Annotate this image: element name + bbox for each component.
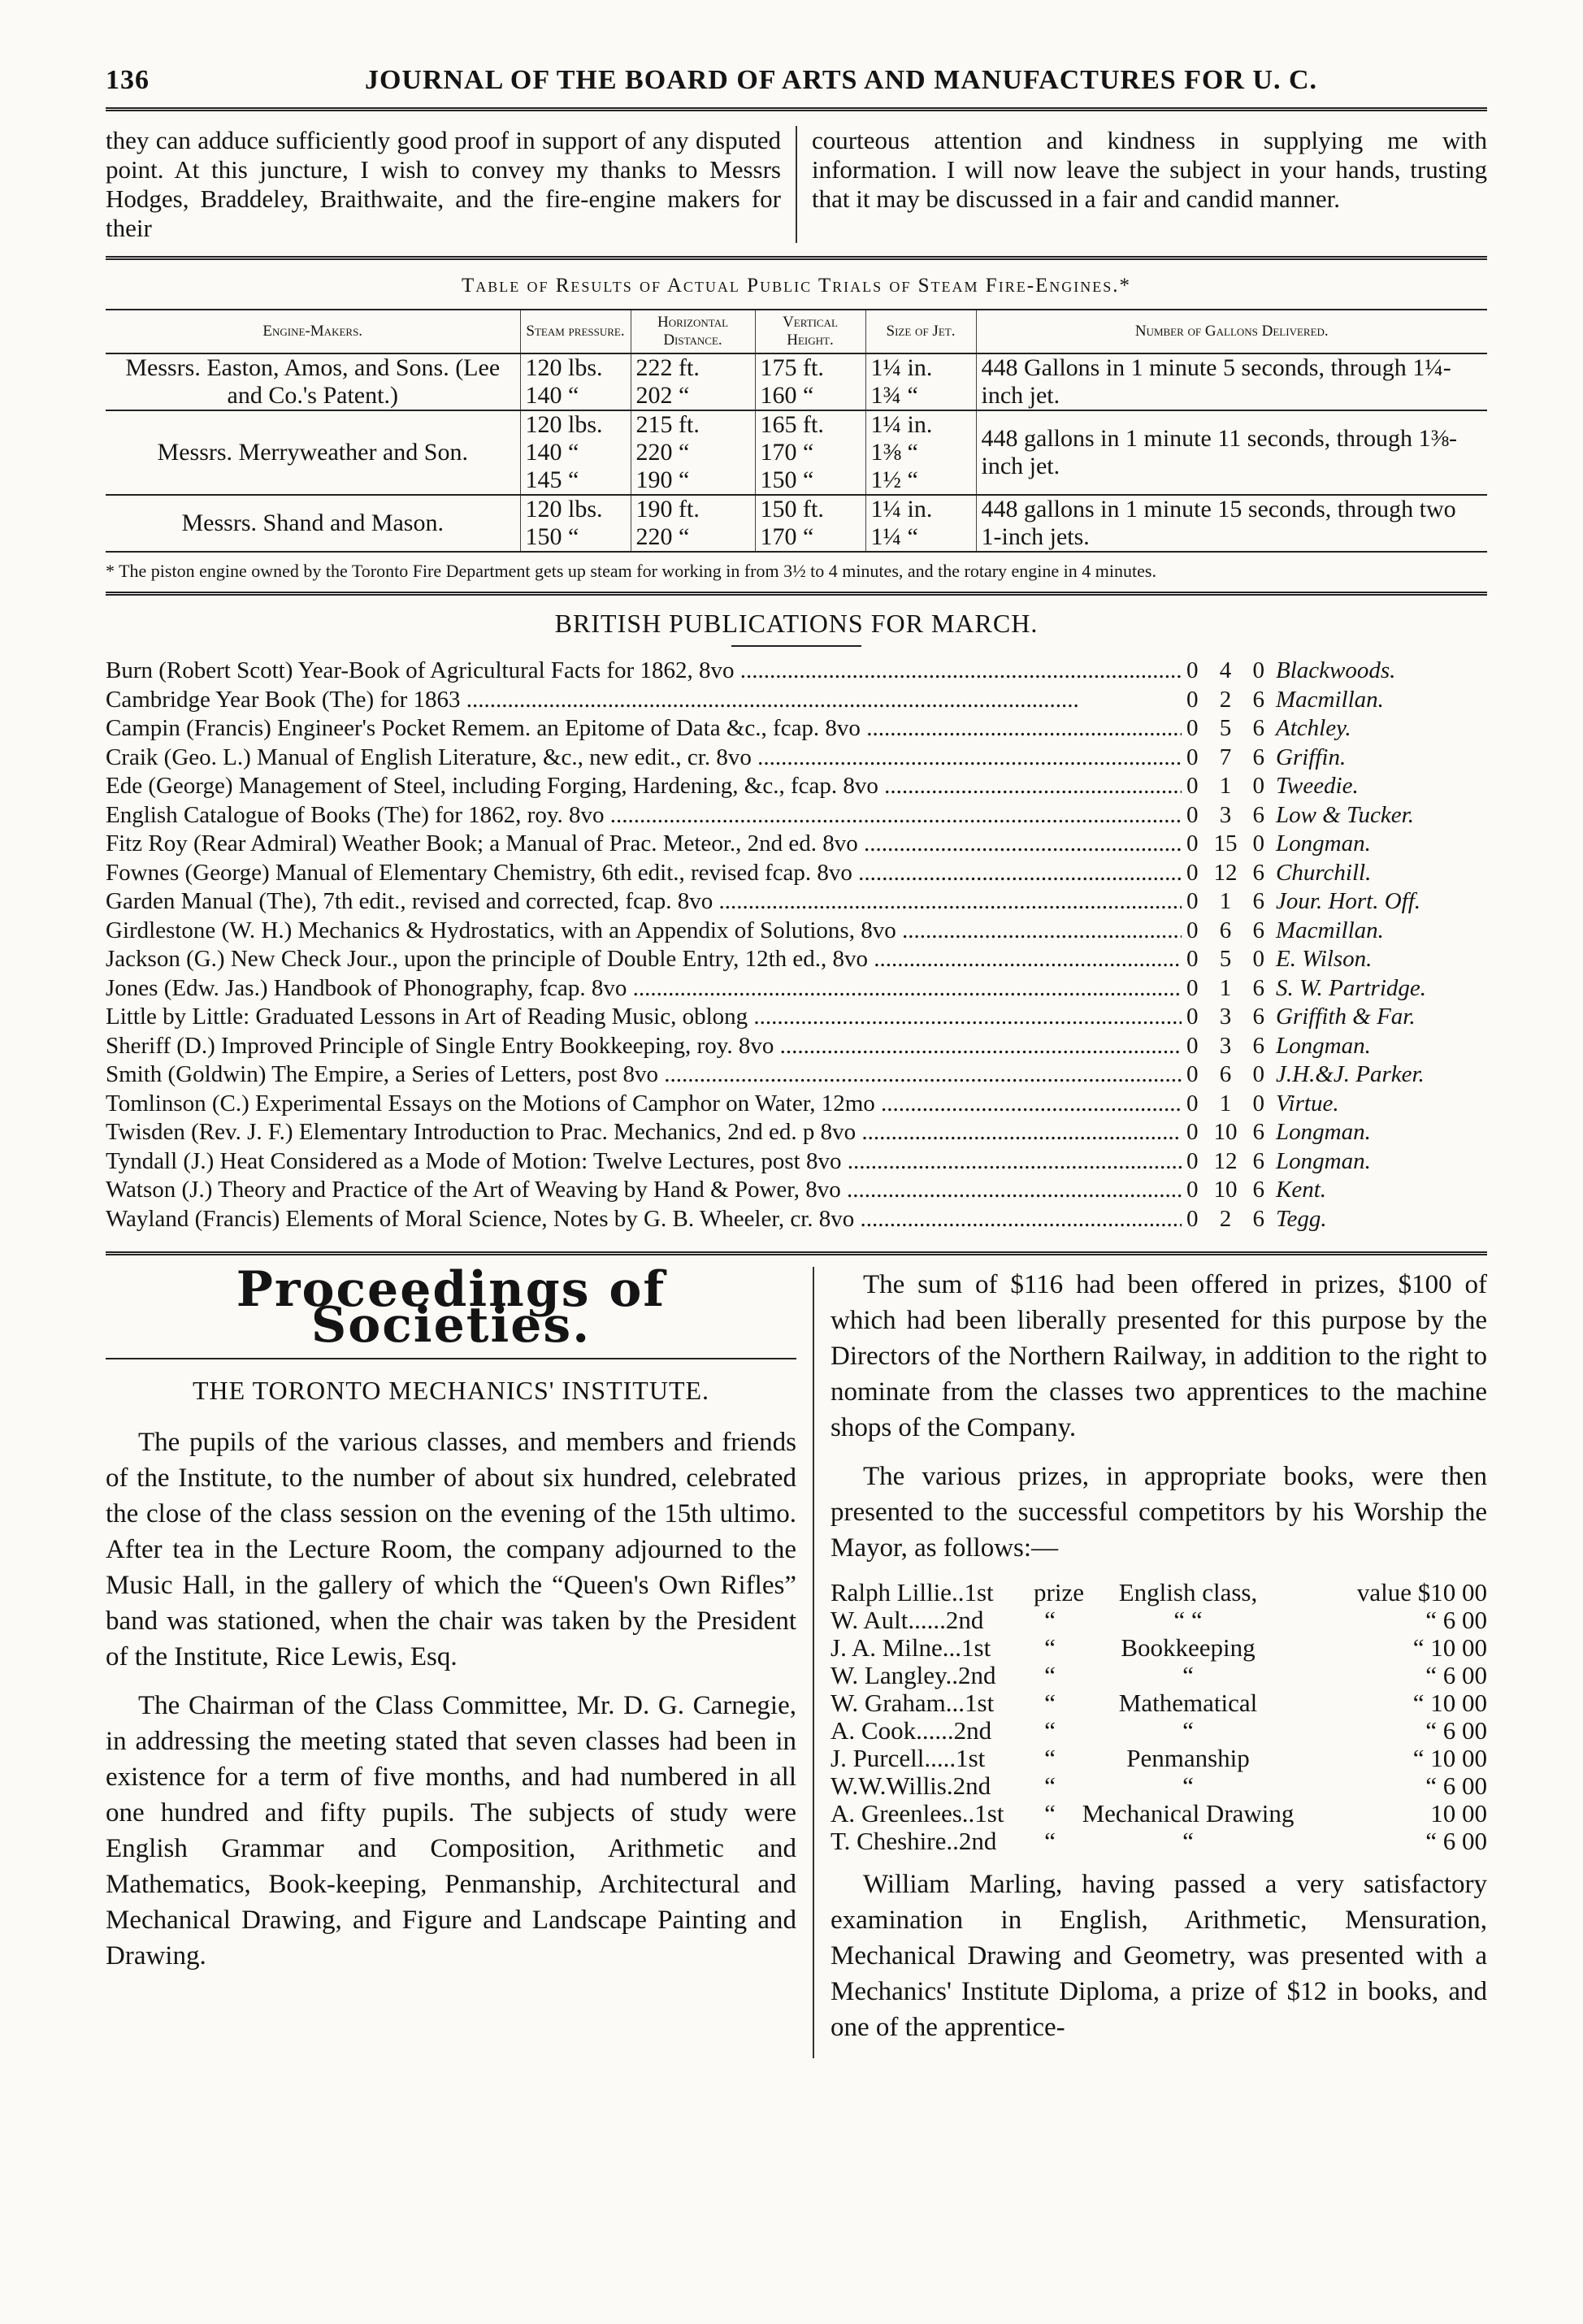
publications-heading: BRITISH PUBLICATIONS FOR MARCH. bbox=[554, 609, 1039, 638]
publisher-name: Longman. bbox=[1276, 1147, 1371, 1174]
vertical-value: 165 ft. bbox=[760, 411, 824, 438]
prize-winner: W.W.Willis.2nd bbox=[831, 1771, 991, 1800]
price-pence: 6 bbox=[1252, 974, 1264, 1001]
section-rule bbox=[106, 256, 1487, 260]
publication-price bbox=[1182, 859, 1269, 888]
price-pence: 0 bbox=[1252, 946, 1264, 972]
intro-right-text: courteous attention and kindness in supplying me with information. I will now leave the subject in your hands, trusting that it may be discussed in a fair and candid manner. bbox=[812, 126, 1487, 213]
prize-winner: W. Graham...1st bbox=[831, 1689, 995, 1717]
publication-title: Little by Little: Graduated Lessons in Art of Reading Music, oblong ..... bbox=[106, 1003, 1182, 1032]
vertical-value: 150 ft. bbox=[760, 496, 824, 522]
vertical-value: 170 “ bbox=[760, 523, 814, 550]
price-pounds: 0 bbox=[1186, 744, 1199, 770]
prize-ditto: “ bbox=[1044, 1716, 1056, 1745]
price-pence: 0 bbox=[1252, 1090, 1264, 1116]
publication-entry bbox=[106, 917, 1487, 946]
price-shillings: 3 bbox=[1219, 1004, 1232, 1030]
price-pence: 6 bbox=[1252, 1147, 1264, 1174]
fire-engine-table bbox=[106, 309, 1487, 553]
prize-subject: “ “ bbox=[1173, 1606, 1203, 1634]
publisher-name: Tegg. bbox=[1276, 1205, 1327, 1232]
horizontal-value: 190 ft. bbox=[635, 496, 700, 522]
prize-subject: “ bbox=[1182, 1771, 1194, 1800]
price-shillings: 2 bbox=[1219, 686, 1232, 713]
publication-title: Smith (Goldwin) The Empire, a Series of Letters, post 8vo ..... bbox=[106, 1060, 1182, 1090]
prize-winner: W. Ault......2nd bbox=[831, 1606, 984, 1634]
publication-price bbox=[1182, 714, 1269, 744]
publication-title: Wayland (Francis) Elements of Moral Science, Notes by G. B. Wheeler, cr. 8vo ..... bbox=[106, 1205, 1182, 1234]
prize-value: “ 10 00 bbox=[1412, 1689, 1487, 1717]
maker-cell: Messrs. Easton, Amos, and Sons. (Lee and Co.'s Patent.) bbox=[106, 353, 520, 410]
publisher-name: Blackwoods. bbox=[1276, 657, 1396, 683]
jet-value: 1¼ in. bbox=[870, 411, 933, 438]
pressure-value: 140 “ bbox=[525, 382, 579, 409]
col-header-jet: Size of Jet. bbox=[865, 310, 976, 353]
prize-ditto: “ bbox=[1044, 1799, 1056, 1828]
publication-price bbox=[1182, 1147, 1269, 1177]
publication-entry bbox=[106, 830, 1487, 859]
publication-entry bbox=[106, 1205, 1487, 1234]
publisher-name: J.H.&J. Parker. bbox=[1276, 1061, 1425, 1087]
paragraph: William Marling, having passed a very satisfactory examination in English, Arithmetic, Mensuration, Mechanical Drawing and Geometry, was presented with a Mechanics' Institute Diploma, a prize of $12 in books, and one of the apprentice- bbox=[831, 1870, 1487, 2042]
publisher-name: Virtue. bbox=[1276, 1090, 1339, 1116]
prize-value: 10 00 bbox=[1430, 1799, 1487, 1828]
prize-ditto: “ bbox=[1044, 1689, 1056, 1717]
col-header-horizontal: Horizontal Distance. bbox=[631, 310, 755, 353]
prize-ditto: “ bbox=[1044, 1827, 1056, 1855]
publication-title: Fownes (George) Manual of Elementary Chemistry, 6th edit., revised fcap. 8vo ..... bbox=[106, 859, 1182, 888]
pressure-value: 145 “ bbox=[525, 466, 579, 493]
price-pounds: 0 bbox=[1186, 946, 1199, 972]
prize-value: “ 6 00 bbox=[1425, 1716, 1487, 1745]
price-pence: 6 bbox=[1252, 859, 1264, 886]
publisher-name: Longman. bbox=[1276, 1032, 1371, 1059]
publication-price bbox=[1182, 772, 1269, 801]
publication-price bbox=[1182, 1090, 1269, 1119]
publication-title: Campin (Francis) Engineer's Pocket Remem. an Epitome of Data &c., fcap. 8vo ..... bbox=[106, 714, 1182, 744]
prize-list bbox=[831, 1579, 1487, 1855]
price-pence: 6 bbox=[1252, 715, 1264, 741]
price-pence: 6 bbox=[1252, 801, 1264, 828]
price-shillings: 10 bbox=[1213, 1119, 1238, 1145]
col-header-makers: Engine-Makers. bbox=[106, 310, 520, 353]
price-pounds: 0 bbox=[1186, 773, 1199, 799]
price-pounds: 0 bbox=[1186, 1147, 1199, 1174]
publication-title: Tomlinson (C.) Experimental Essays on the Motions of Camphor on Water, 12mo ..... bbox=[106, 1090, 1182, 1119]
vertical-value: 170 “ bbox=[760, 439, 814, 466]
vertical-value: 150 “ bbox=[760, 466, 814, 493]
prize-ditto: “ bbox=[1044, 1771, 1056, 1800]
price-pounds: 0 bbox=[1186, 1061, 1199, 1087]
prize-value: “ 10 00 bbox=[1412, 1744, 1487, 1772]
publication-price bbox=[1182, 1032, 1269, 1061]
price-shillings: 3 bbox=[1219, 1032, 1232, 1059]
horizontal-value: 222 ft. bbox=[635, 354, 700, 381]
prize-entry bbox=[831, 1662, 1487, 1689]
publication-entry bbox=[106, 1032, 1487, 1061]
price-pounds: 0 bbox=[1186, 1205, 1199, 1232]
publisher-name: Macmillan. bbox=[1276, 686, 1384, 713]
prize-entry bbox=[831, 1606, 1487, 1634]
publication-entry bbox=[106, 714, 1487, 744]
institute-heading: THE TORONTO MECHANICS' INSTITUTE. bbox=[106, 1358, 796, 1408]
publication-entry bbox=[106, 1090, 1487, 1119]
table-footnote: * The piston engine owned by the Toronto Fire Department gets up steam for working in from 3½ to 4 minutes, and the rotary engine in 4 minutes. bbox=[106, 561, 1156, 581]
publication-price bbox=[1182, 1003, 1269, 1032]
publication-price bbox=[1182, 917, 1269, 946]
prize-subject: “ bbox=[1182, 1716, 1194, 1745]
page-number: 136 bbox=[106, 65, 150, 95]
publication-title: English Catalogue of Books (The) for 1862, roy. 8vo ..... bbox=[106, 801, 1182, 830]
horizontal-value: 190 “ bbox=[635, 466, 690, 493]
price-pence: 0 bbox=[1252, 1061, 1264, 1087]
publication-entry bbox=[106, 1118, 1487, 1147]
prize-winner: J. A. Milne...1st bbox=[831, 1633, 991, 1662]
publication-title: Jones (Edw. Jas.) Handbook of Phonography, fcap. 8vo ..... bbox=[106, 974, 1182, 1004]
table-row bbox=[106, 495, 1487, 552]
intro-left-text: they can adduce sufficiently good proof in support of any disputed point. At this juncture, I wish to convey my thanks to Messrs Hodges, Braddeley, Braithwaite, and the fire-engine makers for their bbox=[106, 126, 797, 243]
price-pounds: 0 bbox=[1186, 888, 1199, 914]
price-pounds: 0 bbox=[1186, 1004, 1199, 1030]
price-shillings: 3 bbox=[1219, 801, 1232, 828]
publisher-name: Jour. Hort. Off. bbox=[1276, 888, 1421, 914]
price-pounds: 0 bbox=[1186, 715, 1199, 741]
vertical-value: 175 ft. bbox=[760, 354, 824, 381]
price-pence: 6 bbox=[1252, 744, 1264, 770]
prize-subject: Bookkeeping bbox=[1121, 1633, 1256, 1662]
prize-value: “ 6 00 bbox=[1425, 1827, 1487, 1855]
prize-entry bbox=[831, 1772, 1487, 1800]
publication-title: Sheriff (D.) Improved Principle of Single Entry Bookkeeping, roy. 8vo ..... bbox=[106, 1032, 1182, 1061]
prize-winner: Ralph Lillie..1st bbox=[831, 1578, 994, 1606]
price-pounds: 0 bbox=[1186, 974, 1199, 1001]
publication-price bbox=[1182, 1118, 1269, 1147]
price-pounds: 0 bbox=[1186, 1119, 1199, 1145]
price-shillings: 5 bbox=[1219, 715, 1232, 741]
prize-value: “ 6 00 bbox=[1425, 1771, 1487, 1800]
prize-winner: A. Greenlees..1st bbox=[831, 1799, 1004, 1828]
price-shillings: 15 bbox=[1213, 830, 1238, 856]
publication-title: Burn (Robert Scott) Year-Book of Agricultural Facts for 1862, 8vo ..... bbox=[106, 657, 1182, 686]
short-rule bbox=[731, 645, 861, 647]
journal-title: JOURNAL OF THE BOARD OF ARTS AND MANUFACTURES FOR U. C. bbox=[364, 65, 1318, 95]
pressure-value: 120 lbs. bbox=[525, 354, 603, 381]
price-shillings: 1 bbox=[1219, 888, 1232, 914]
price-shillings: 12 bbox=[1213, 859, 1238, 886]
publisher-name: E. Wilson. bbox=[1276, 946, 1373, 972]
prize-winner: W. Langley..2nd bbox=[831, 1661, 996, 1689]
gallons-cell: 448 Gallons in 1 minute 5 seconds, through 1¼-inch jet. bbox=[976, 353, 1487, 410]
price-pence: 6 bbox=[1252, 1004, 1264, 1030]
proceedings-section bbox=[106, 1251, 1487, 2058]
price-shillings: 10 bbox=[1213, 1177, 1238, 1203]
col-header-pressure: Steam pressure. bbox=[520, 310, 631, 353]
jet-value: 1⅜ “ bbox=[870, 439, 918, 466]
price-shillings: 1 bbox=[1219, 1090, 1232, 1116]
publication-title: Ede (George) Management of Steel, including Forging, Hardening, &c., fcap. 8vo ..... bbox=[106, 772, 1182, 801]
publication-entry bbox=[106, 1176, 1487, 1205]
price-pence: 6 bbox=[1252, 686, 1264, 713]
pressure-value: 150 “ bbox=[525, 523, 579, 550]
journal-page bbox=[106, 65, 1487, 2058]
publication-price bbox=[1182, 1205, 1269, 1234]
prize-subject: English class, bbox=[1118, 1578, 1258, 1606]
prize-ditto: “ bbox=[1044, 1606, 1056, 1634]
table-caption: Table of Results of Actual Public Trials of Steam Fire-Engines.* bbox=[461, 275, 1132, 297]
publication-price bbox=[1182, 744, 1269, 773]
publisher-name: Kent. bbox=[1276, 1177, 1327, 1203]
price-pence: 0 bbox=[1252, 830, 1264, 856]
prize-value: “ 10 00 bbox=[1412, 1633, 1487, 1662]
pressure-value: 140 “ bbox=[525, 439, 579, 466]
prize-winner: T. Cheshire..2nd bbox=[831, 1827, 997, 1855]
publication-entry bbox=[106, 1003, 1487, 1032]
jet-value: 1¼ in. bbox=[870, 354, 933, 381]
price-shillings: 7 bbox=[1219, 744, 1232, 770]
pressure-value: 120 lbs. bbox=[525, 411, 603, 438]
publication-entry bbox=[106, 744, 1487, 773]
jet-value: 1¾ “ bbox=[870, 382, 918, 409]
prize-winner: J. Purcell.....1st bbox=[831, 1744, 986, 1772]
publication-entry bbox=[106, 1147, 1487, 1177]
publication-price bbox=[1182, 686, 1269, 715]
publisher-name: Griffith & Far. bbox=[1276, 1004, 1416, 1030]
publication-title: Watson (J.) Theory and Practice of the Art of Weaving by Hand & Power, 8vo ..... bbox=[106, 1176, 1182, 1205]
prize-entry bbox=[831, 1800, 1487, 1828]
paragraph: The sum of $116 had been offered in prizes, $100 of which had been liberally presented for this purpose by the Directors of the Northern Railway, in addition to the right to nominate from the classes two apprentices to the machine shops of the Company. bbox=[831, 1270, 1487, 1442]
proceedings-left-column bbox=[106, 1261, 814, 2058]
horizontal-value: 202 “ bbox=[635, 382, 690, 409]
jet-value: 1¼ in. bbox=[870, 496, 933, 522]
publisher-name: S. W. Partridge. bbox=[1276, 974, 1427, 1001]
table-row bbox=[106, 353, 1487, 410]
horizontal-value: 220 “ bbox=[635, 439, 690, 466]
publication-entry bbox=[106, 945, 1487, 974]
publication-title: Garden Manual (The), 7th edit., revised and corrected, fcap. 8vo ..... bbox=[106, 887, 1182, 917]
gallons-cell: 448 gallons in 1 minute 11 seconds, through 1⅜-inch jet. bbox=[976, 410, 1487, 495]
price-shillings: 1 bbox=[1219, 773, 1232, 799]
prize-subject: Penmanship bbox=[1126, 1744, 1250, 1772]
publication-price bbox=[1182, 657, 1269, 686]
publisher-name: Low & Tucker. bbox=[1276, 801, 1414, 828]
publication-entry bbox=[106, 859, 1487, 888]
vertical-value: 160 “ bbox=[760, 382, 814, 409]
publication-entry bbox=[106, 657, 1487, 686]
pressure-value: 120 lbs. bbox=[525, 496, 603, 522]
paragraph: The Chairman of the Class Committee, Mr. D. G. Carnegie, in addressing the meeting stated that seven classes had been in existence for a term of five months, and had numbered in all one hundred and fifty pupils. The subjects of study were English Grammar and Composition, Arithmetic and Mathematics, Book-keeping, Penmanship, Architectural and Mechanical Drawing, and Figure and Landscape Painting and Drawing. bbox=[106, 1691, 796, 1971]
price-pounds: 0 bbox=[1186, 917, 1199, 943]
prize-entry bbox=[831, 1745, 1487, 1772]
horizontal-value: 220 “ bbox=[635, 523, 690, 550]
price-shillings: 5 bbox=[1219, 946, 1232, 972]
publication-title: Tyndall (J.) Heat Considered as a Mode of Motion: Twelve Lectures, post 8vo ..... bbox=[106, 1147, 1182, 1177]
price-pounds: 0 bbox=[1186, 830, 1199, 856]
publisher-name: Macmillan. bbox=[1276, 917, 1384, 943]
prize-ditto: “ bbox=[1044, 1661, 1056, 1689]
publication-price bbox=[1182, 887, 1269, 917]
price-shillings: 6 bbox=[1219, 1061, 1232, 1087]
section-rule bbox=[106, 592, 1487, 596]
jet-value: 1½ “ bbox=[870, 466, 918, 493]
running-header bbox=[106, 65, 1487, 96]
publication-entry bbox=[106, 801, 1487, 830]
publication-entry bbox=[106, 772, 1487, 801]
publication-title: Craik (Geo. L.) Manual of English Literature, &c., new edit., cr. 8vo ..... bbox=[106, 744, 1182, 773]
gallons-cell: 448 gallons in 1 minute 15 seconds, through two 1-inch jets. bbox=[976, 495, 1487, 552]
publication-title: Fitz Roy (Rear Admiral) Weather Book; a Manual of Prac. Meteor., 2nd ed. 8vo ..... bbox=[106, 830, 1182, 859]
prize-value: “ 6 00 bbox=[1425, 1661, 1487, 1689]
prize-entry bbox=[831, 1579, 1487, 1606]
price-pence: 6 bbox=[1252, 917, 1264, 943]
prize-entry bbox=[831, 1717, 1487, 1745]
publication-title: Twisden (Rev. J. F.) Elementary Introduction to Prac. Mechanics, 2nd ed. p 8vo ..... bbox=[106, 1118, 1182, 1147]
prize-winner: A. Cook......2nd bbox=[831, 1716, 992, 1745]
prize-ditto: “ bbox=[1044, 1744, 1056, 1772]
prize-value: “ 6 00 bbox=[1425, 1606, 1487, 1634]
price-shillings: 6 bbox=[1219, 917, 1232, 943]
prize-entry bbox=[831, 1828, 1487, 1855]
maker-cell: Messrs. Merryweather and Son. bbox=[106, 410, 520, 495]
publication-price bbox=[1182, 974, 1269, 1004]
publication-title: Girdlestone (W. H.) Mechanics & Hydrostatics, with an Appendix of Solutions, 8vo ..... bbox=[106, 917, 1182, 946]
publication-entry bbox=[106, 974, 1487, 1004]
publication-title: Cambridge Year Book (The) for 1863 ..... bbox=[106, 686, 1182, 715]
proceedings-heading: Proceedings of Societies. bbox=[236, 1261, 666, 1354]
price-pounds: 0 bbox=[1186, 686, 1199, 713]
price-pence: 6 bbox=[1252, 888, 1264, 914]
col-header-vertical: Vertical Height. bbox=[755, 310, 865, 353]
publication-entry bbox=[106, 1060, 1487, 1090]
publication-price bbox=[1182, 801, 1269, 830]
jet-value: 1¼ “ bbox=[870, 523, 918, 550]
price-pence: 0 bbox=[1252, 657, 1264, 683]
header-rule bbox=[106, 107, 1487, 111]
publisher-name: Griffin. bbox=[1276, 744, 1347, 770]
publication-price bbox=[1182, 945, 1269, 974]
publications-list bbox=[106, 657, 1487, 1234]
publication-price bbox=[1182, 830, 1269, 859]
prize-ditto: prize bbox=[1034, 1578, 1084, 1606]
col-header-gallons: Number of Gallons Delivered. bbox=[976, 310, 1487, 353]
price-pence: 0 bbox=[1252, 773, 1264, 799]
publisher-name: Tweedie. bbox=[1276, 773, 1359, 799]
prize-entry bbox=[831, 1689, 1487, 1717]
publication-title: Jackson (G.) New Check Jour., upon the principle of Double Entry, 12th ed., 8vo ..... bbox=[106, 945, 1182, 974]
table-row bbox=[106, 410, 1487, 495]
horizontal-value: 215 ft. bbox=[635, 411, 700, 438]
publisher-name: Longman. bbox=[1276, 1119, 1371, 1145]
prize-subject: “ bbox=[1182, 1661, 1194, 1689]
prize-entry bbox=[831, 1634, 1487, 1662]
price-pounds: 0 bbox=[1186, 801, 1199, 828]
publisher-name: Longman. bbox=[1276, 830, 1371, 856]
price-pence: 6 bbox=[1252, 1177, 1264, 1203]
prize-value: value $10 00 bbox=[1356, 1578, 1487, 1606]
prize-subject: Mechanical Drawing bbox=[1082, 1799, 1295, 1828]
price-pence: 6 bbox=[1252, 1119, 1264, 1145]
price-pounds: 0 bbox=[1186, 859, 1199, 886]
prize-subject: Mathematical bbox=[1118, 1689, 1258, 1717]
maker-cell: Messrs. Shand and Mason. bbox=[106, 495, 520, 552]
price-pounds: 0 bbox=[1186, 1177, 1199, 1203]
price-shillings: 2 bbox=[1219, 1205, 1232, 1232]
paragraph: The pupils of the various classes, and members and friends of the Institute, to the number of about six hundred, celebrated the close of the class session on the evening of the 15th ultimo. After tea in the Lecture Room, the company adjourned to the Music Hall, in the gallery of which the “Queen's Own Rifles” band was stationed, when the chair was taken by the President of the Institute, Rice Lewis, Esq. bbox=[106, 1428, 796, 1671]
price-shillings: 12 bbox=[1213, 1147, 1238, 1174]
price-pounds: 0 bbox=[1186, 1032, 1199, 1059]
publisher-name: Atchley. bbox=[1276, 715, 1351, 741]
publication-price bbox=[1182, 1060, 1269, 1090]
publication-entry bbox=[106, 686, 1487, 715]
price-pounds: 0 bbox=[1186, 1090, 1199, 1116]
price-shillings: 1 bbox=[1219, 974, 1232, 1001]
publisher-name: Churchill. bbox=[1276, 859, 1372, 886]
proceedings-right-column bbox=[814, 1267, 1487, 2058]
prize-subject: “ bbox=[1182, 1827, 1194, 1855]
paragraph: The various prizes, in appropriate books, were then presented to the successful competitors by his Worship the Mayor, as follows:— bbox=[831, 1462, 1487, 1563]
price-shillings: 4 bbox=[1219, 657, 1232, 683]
publication-entry bbox=[106, 887, 1487, 917]
intro-columns bbox=[106, 126, 1487, 243]
price-pence: 6 bbox=[1252, 1205, 1264, 1232]
price-pence: 6 bbox=[1252, 1032, 1264, 1059]
price-pounds: 0 bbox=[1186, 657, 1199, 683]
prize-ditto: “ bbox=[1044, 1633, 1056, 1662]
publication-price bbox=[1182, 1176, 1269, 1205]
